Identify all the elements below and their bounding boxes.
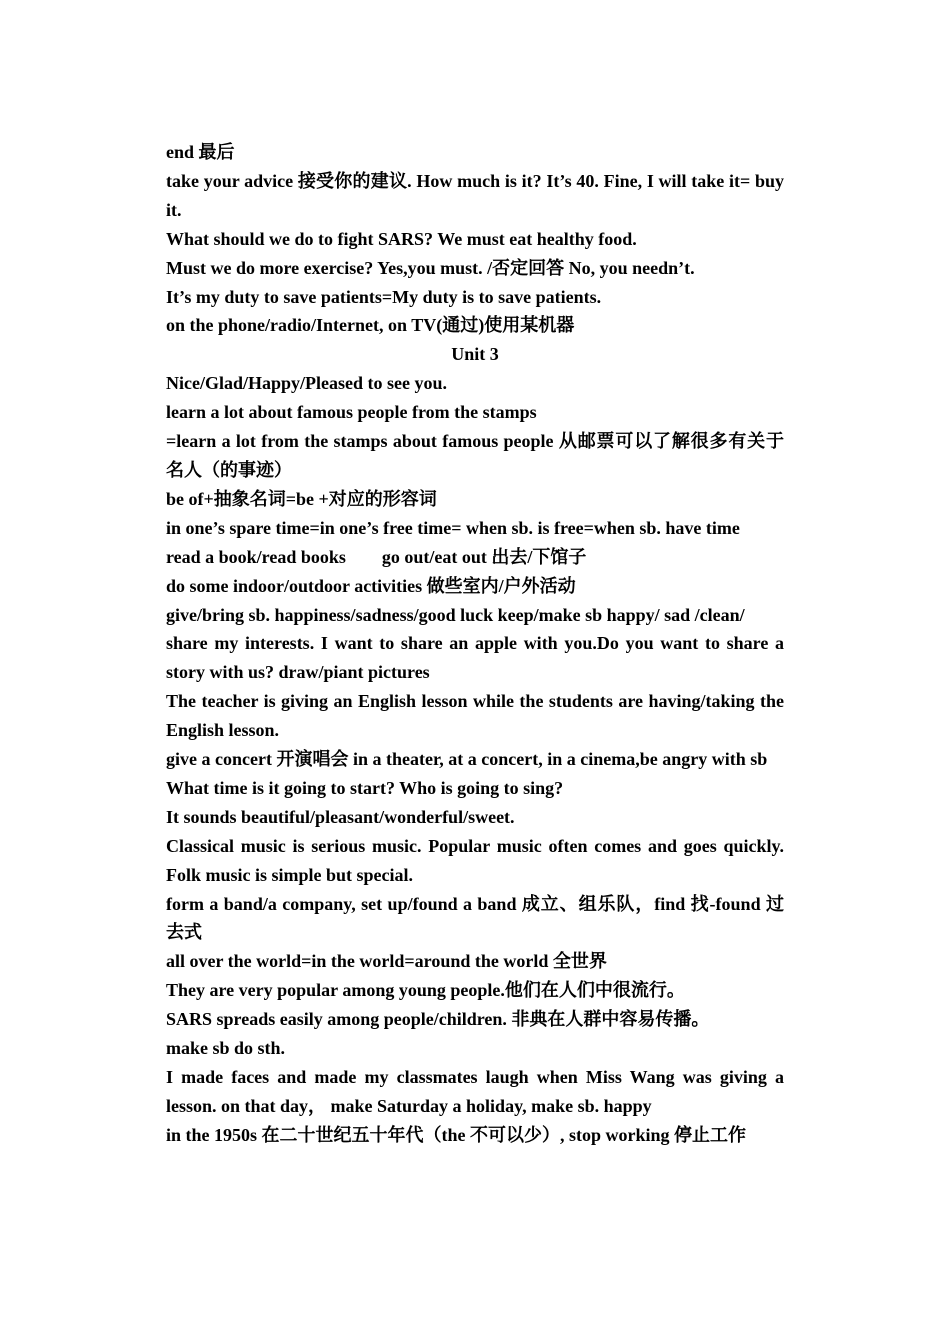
text-line: on the phone/radio/Internet, on TV(通过)使用某机器 <box>166 315 575 336</box>
text-line: give a concert 开演唱会 in a theater, at a concert, in a cinema,be angry with sb <box>166 749 768 770</box>
text-line: take your advice 接受你的建议. How much is it? It’s 40. Fine, I will take it= buy it. <box>166 170 784 220</box>
text-line: SARS spreads easily among people/children. 非典在人群中容易传播。 <box>166 1009 710 1030</box>
text-line: give/bring sb. happiness/sadness/good luck keep/make sb happy/ sad /clean/ <box>166 604 745 625</box>
text-line: do some indoor/outdoor activities 做些室内/户外活动 <box>166 575 576 596</box>
text-line: make sb do sth. <box>166 1038 286 1059</box>
text-line: in the 1950s 在二十世纪五十年代（the 不可以少）, stop working 停止工作 <box>166 1124 747 1145</box>
section-heading: Unit 3 <box>451 344 499 365</box>
text-line: in one’s spare time=in one’s free time= when sb. is free=when sb. have time <box>166 517 740 538</box>
text-line: Nice/Glad/Happy/Pleased to see you. <box>166 373 447 394</box>
text-line: form a band/a company, set up/found a band 成立、组乐队，find 找-found 过去式 <box>166 893 784 943</box>
text-line: I made faces and made my classmates laugh when Miss Wang was giving a lesson. on that day， make Saturday a holiday, make sb. happy <box>166 1067 784 1116</box>
document-body <box>166 138 784 1150</box>
text-line: share my interests. I want to share an apple with you.Do you want to share a story with us? draw/piant pictures <box>166 633 784 683</box>
text-line: end 最后 <box>166 142 235 162</box>
text-line: It sounds beautiful/pleasant/wonderful/sweet. <box>166 806 515 827</box>
text-line: They are very popular among young people.他们在人们中很流行。 <box>166 980 685 1001</box>
text-line: be of+抽象名词=be +对应的形容词 <box>166 488 437 509</box>
text-line: =learn a lot from the stamps about famous people 从邮票可以了解很多有关于名人（的事迹） <box>166 431 784 480</box>
text-line: What should we do to fight SARS? We must eat healthy food. <box>166 228 637 249</box>
text-line: all over the world=in the world=around the world 全世界 <box>166 951 607 972</box>
text-line: What time is it going to start? Who is going to sing? <box>166 777 564 798</box>
text-line: The teacher is giving an English lesson while the students are having/taking the English lesson. <box>166 691 784 741</box>
text-line: It’s my duty to save patients=My duty is to save patients. <box>166 286 602 307</box>
text-line: learn a lot about famous people from the stamps <box>166 402 537 423</box>
text-line: read a book/read books go out/eat out 出去/下馆子 <box>166 546 587 567</box>
text-line: Must we do more exercise? Yes,you must. /否定回答 No, you needn’t. <box>166 257 695 278</box>
text-line: Classical music is serious music. Popular music often comes and goes quickly. Folk music is simple but special. <box>166 835 784 885</box>
